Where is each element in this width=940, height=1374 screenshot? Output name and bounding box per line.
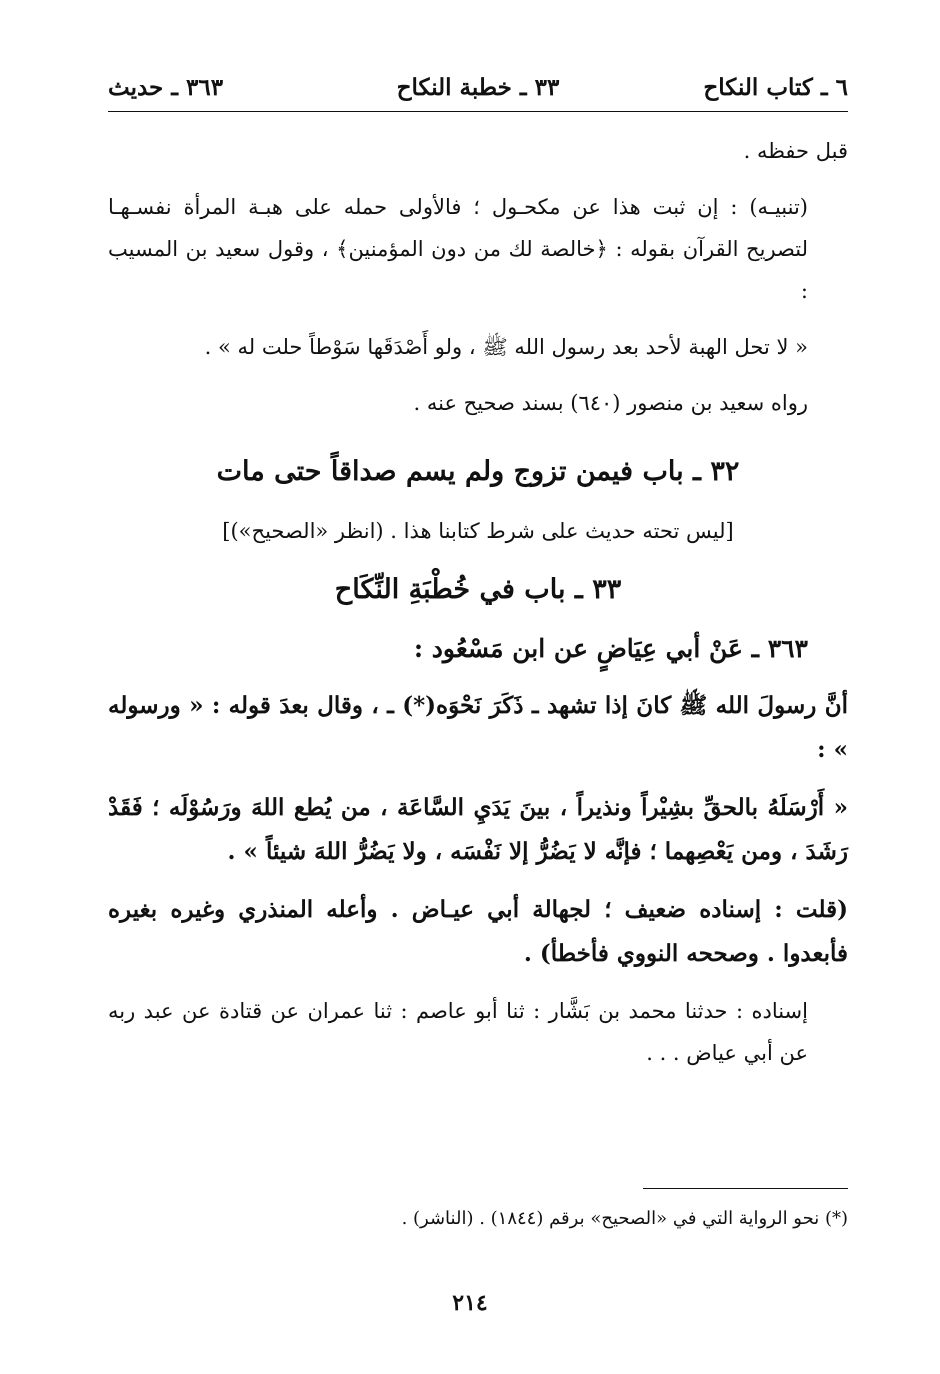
header-divider [108,111,848,112]
chapter-heading-33: ٣٣ ـ باب في خُطْبَةِ النِّكَاح [334,574,622,605]
header-hadith-number: ٣٦٣ ـ حديث [108,74,224,101]
page-number: ٢١٤ [452,1290,488,1316]
paragraph-source: رواه سعيد بن منصور (٦٤٠) بسند صحيح عنه . [413,391,808,415]
footnote-divider [643,1188,848,1189]
paragraph-note: (تنبيـه) : إن ثبت هذا عن مكحـول ؛ فالأولى حمله على هبـة المرأة نفسـهـا لتصريح القرآن بقوله : ﴿خالصة لك من دون المؤمنين﴾ ، وقول سعيد بن المسيب : [108,195,808,303]
isnad-paragraph: إسناده : حدثنا محمد بن بَشَّار : ثنا أبو عاصم : ثنا عمران عن قتادة عن عبد ربه عن أبي عياض . . . [108,999,808,1065]
hadith-heading: ٣٦٣ ـ عَنْ أبي عِيَاضٍ عن ابن مَسْعُود : [413,634,808,663]
paragraph-quote: « لا تحل الهبة لأحد بعد رسول الله ﷺ ، ولو أَصْدَقَها سَوْطاً حلت له » . [204,335,808,359]
hadith-quote: « أَرْسَلَهُ بالحقِّ بشِيْراً ونذيراً ، بينَ يَدَيِ السَّاعَة ، من يُطع اللهَ ورَسُوْلَه ؛ فَقَدْ رَشَدَ ، ومن يَعْصِهما ؛ فإنَّه لا يَضُرُّ إلا نَفْسَه ، ولا يَضُرُّ اللهَ شيئاً » . [108,794,848,865]
paragraph-continuation: قبل حفظه . [743,139,848,163]
hadith-text: أنَّ رسولَ الله ﷺ كانَ إذا تشهد ـ ذَكَرَ نَحْوَه(*) ـ ، وقال بعدَ قوله : « ورسوله » : [108,692,848,763]
main-text [108,130,848,1074]
footnote: (*) نحو الرواية التي في «الصحيح» برقم (١٨٤٤) . (الناشر) . [401,1208,848,1229]
chapter-heading-32: ٣٢ ـ باب فيمن تزوج ولم يسم صداقاً حتى مات [216,456,740,487]
grading-note: (قلت : إسناده ضعيف ؛ لجهالة أبي عيـاض . وأعله المنذري وغيره بغيره فأبعدوا . وصححه النووي فأخطأ) . [108,896,848,967]
header-chapter-title: ٣٣ ـ خطبة النكاح [396,74,560,101]
chapter-note-32: [ليس تحته حديث على شرط كتابنا هذا . (انظر «الصحيح»)] [222,519,734,543]
running-header [108,70,848,110]
header-book-title: ٦ ـ كتاب النكاح [703,74,848,101]
